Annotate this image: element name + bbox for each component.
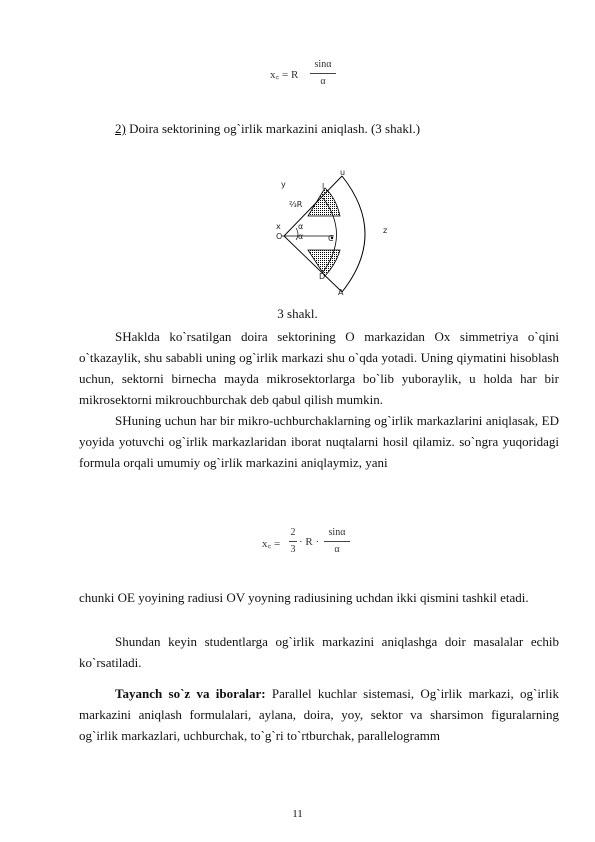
paragraph-3: chunki OE yoyining radiusi OV yoyning radiusining uchdan ikki qismini tashkil etadi. — [79, 590, 529, 605]
formula-numerator: sinα — [314, 59, 332, 70]
section-title: Doira sektorining og`irlik markazini aniqlash. (3 shakl.) — [125, 121, 421, 136]
fraction-bar-main — [324, 541, 350, 542]
formula-lhs: x꜀ = R — [270, 69, 299, 81]
formula-center-of-mass-arc — [270, 58, 340, 92]
label-two-thirds-r: ⅔R — [289, 200, 303, 209]
paragraph-1: SHaklda ko`rsatilgan doira sektorining O markazidan Ox simmetriya o`qini o`tkazaylik, shu sababli uning og`irlik markazi shu o`qda yotadi. Uning qiymatini hisoblash uchun, sektorni birnecha mayda mikrosektorlarga bo`lib yuboraylik, u holda har bir mikrosektorni mikrouchburchak deb qabul qilish mumkin. — [79, 329, 559, 407]
formula-denominator: α — [320, 76, 326, 87]
figure-caption: 3 shakl. — [277, 306, 318, 321]
paragraph-4: Shundan keyin studentlarga og`irlik markazini aniqlashga doir masalalar echib ko`rsatiladi. — [79, 634, 559, 670]
page-number: 11 — [292, 808, 303, 820]
outer-arc — [342, 176, 365, 292]
label-alpha0: α — [298, 232, 304, 241]
keywords-text: Parallel kuchlar sistemasi, Og`irlik markazi, og`irlik markazini aniqlash formulalari, aylana, doira, yoy, sektor va sharsimon figuralarning og`irlik markazlari, uchburchak, to`g`ri to`rtburchak, parallelogramm — [79, 686, 559, 743]
formula2-coef-num: 2 — [290, 527, 296, 538]
fraction-bar — [310, 73, 336, 74]
keywords-paragraph — [79, 683, 559, 746]
sector-diagram — [270, 168, 400, 300]
label-x-axis: x — [276, 222, 281, 231]
section-heading — [115, 121, 420, 137]
formula2-coef-den: 3 — [290, 544, 296, 555]
formula2-lhs: x꜀ = — [262, 538, 281, 550]
label-c: C — [328, 234, 334, 243]
label-a: A — [338, 288, 344, 297]
formula2-numerator: sinα — [328, 527, 346, 538]
label-d: D — [319, 272, 326, 281]
fraction-bar-coef — [289, 541, 297, 542]
sector-figure — [270, 168, 400, 300]
formula2-mid: · R · — [299, 536, 320, 548]
label-o-upper: O — [276, 232, 283, 241]
label-z: z — [383, 226, 388, 235]
label-u: u — [340, 168, 346, 177]
formula-center-of-mass-sector — [262, 526, 352, 560]
label-y: y — [281, 180, 286, 189]
label-alpha: α — [298, 222, 304, 231]
formula2-denominator: α — [334, 544, 340, 555]
keywords-label: Tayanch so`z va iboralar: — [115, 686, 266, 701]
paragraph-2: SHuning uchun har bir mikro-uchburchaklarning og`irlik markazlarini aniqlasak, ED yoyida yotuvchi og`irlik markazlaridan iborat nuqtalarni hosil qilamiz. so`ngra yuqoridagi formula orqali umumiy og`irlik markazini aniqlaymiz, yani — [79, 413, 559, 470]
label-l: l — [322, 182, 325, 191]
upper-hatched-region — [308, 188, 340, 216]
section-number: 2) — [115, 121, 126, 136]
